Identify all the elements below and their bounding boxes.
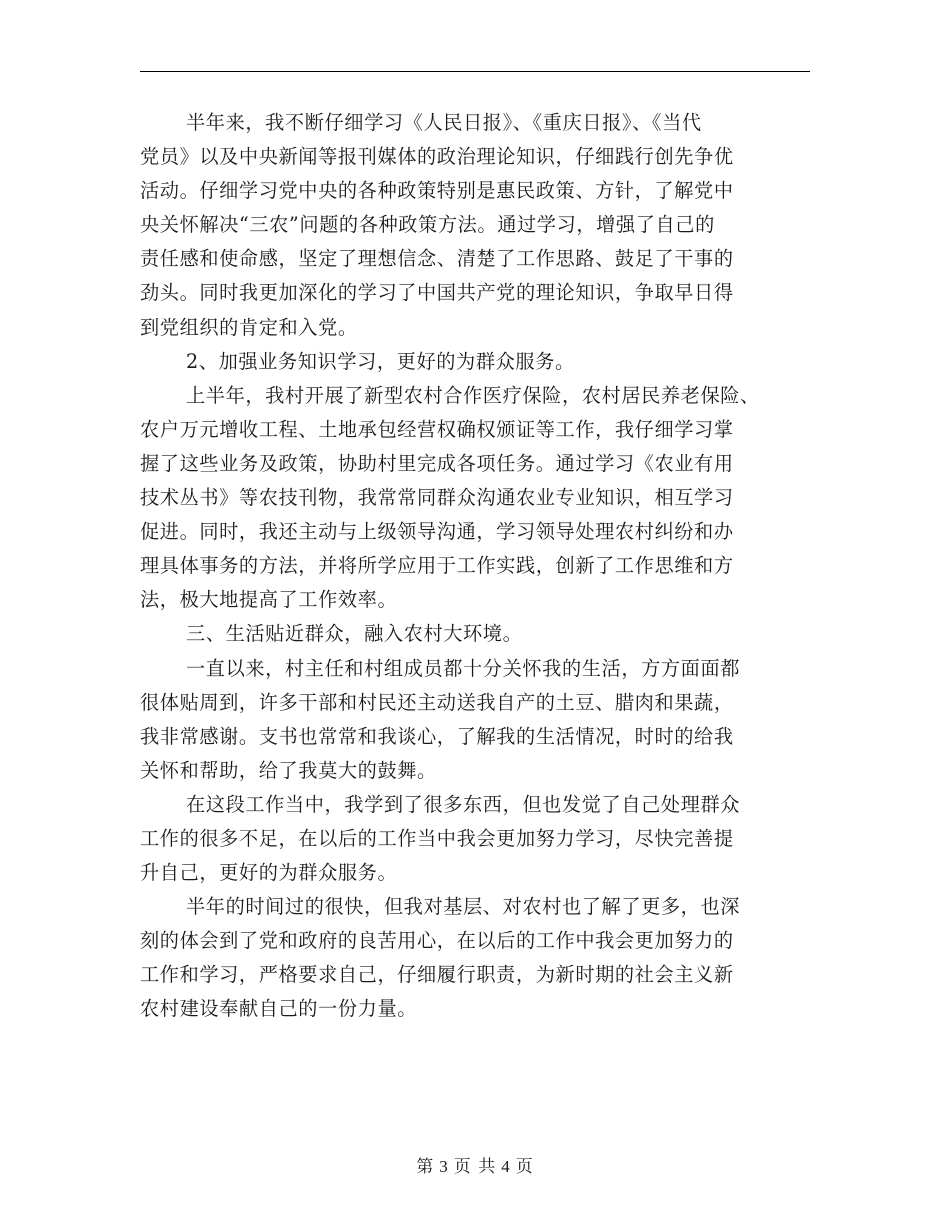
text-line: 技术丛书》等农技刊物，我常常同群众沟通农业专业知识，相互学习 (140, 486, 734, 510)
text-line: 半年来，我不断仔细学习《人民日报》、《重庆日报》、《当代 (186, 111, 702, 134)
header-rule (140, 71, 810, 72)
text-line: 责任感和使命感，坚定了理想信念、清楚了工作思路、鼓足了干事的 (140, 247, 734, 271)
footer-prefix: 第 (416, 1157, 435, 1177)
text-line: 农户万元增收工程、土地承包经营权确权颁证等工作，我仔细学习掌 (140, 417, 734, 441)
text-line: 半年的时间过的很快，但我对基层、对农村也了解了更多，也深 (186, 895, 741, 919)
text-line: 党员》以及中央新闻等报刊媒体的政治理论知识，仔细践行创先争优 (140, 145, 734, 169)
text-line: 促进。同时，我还主动与上级领导沟通，学习领导处理农村纠纷和办 (140, 520, 734, 544)
total-pages-number: 4 (501, 1157, 511, 1176)
current-page-number: 3 (439, 1157, 449, 1176)
text-line: 上半年，我村开展了新型农村合作医疗保险，农村居民养老保险、 (186, 383, 760, 407)
text-line: 升自己，更好的为群众服务。 (140, 861, 398, 885)
text-line: 到党组织的肯定和入党。 (140, 315, 358, 339)
text-line: 三、生活贴近群众，融入农村大环境。 (186, 622, 523, 646)
text-line: 很体贴周到，许多干部和村民还主动送我自产的土豆、腊肉和果蔬， (140, 690, 734, 714)
page-footer (0, 1152, 950, 1177)
text-line: 农村建设奉献自己的一份力量。 (140, 997, 418, 1021)
text-line: 工作的很多不足，在以后的工作当中我会更加努力学习，尽快完善提 (140, 826, 734, 850)
text-line: 央关怀解决“三农”问题的各种政策方法。通过学习，增强了自己的 (140, 213, 715, 237)
text-line: 理具体事务的方法，并将所学应用于工作实践，创新了工作思维和方 (140, 554, 734, 578)
footer-suffix: 页 (515, 1157, 534, 1177)
text-line: 我非常感谢。支书也常常和我谈心，了解我的生活情况，时时的给我 (140, 724, 734, 748)
text-line: 工作和学习，严格要求自己，仔细履行职责，为新时期的社会主义新 (140, 963, 734, 987)
text-line: 一直以来，村主任和村组成员都十分关怀我的生活，方方面面都 (186, 656, 741, 680)
text-line: 法，极大地提高了工作效率。 (140, 588, 398, 612)
text-line: 活动。仔细学习党中央的各种政策特别是惠民政策、方针，了解党中 (140, 179, 734, 203)
text-line: 在这段工作当中，我学到了很多东西，但也发觉了自己处理群众 (186, 792, 741, 816)
text-line: 2、加强业务知识学习，更好的为群众服务。 (186, 349, 575, 373)
text-line: 关怀和帮助，给了我莫大的鼓舞。 (140, 758, 437, 782)
text-line: 劲头。同时我更加深化的学习了中国共产党的理论知识，争取早日得 (140, 281, 734, 305)
text-line: 刻的体会到了党和政府的良苦用心，在以后的工作中我会更加努力的 (140, 929, 734, 953)
document-body (140, 106, 810, 1027)
footer-middle: 页 共 (453, 1157, 497, 1177)
text-line: 握了这些业务及政策，协助村里完成各项任务。通过学习《农业有用 (140, 451, 734, 475)
